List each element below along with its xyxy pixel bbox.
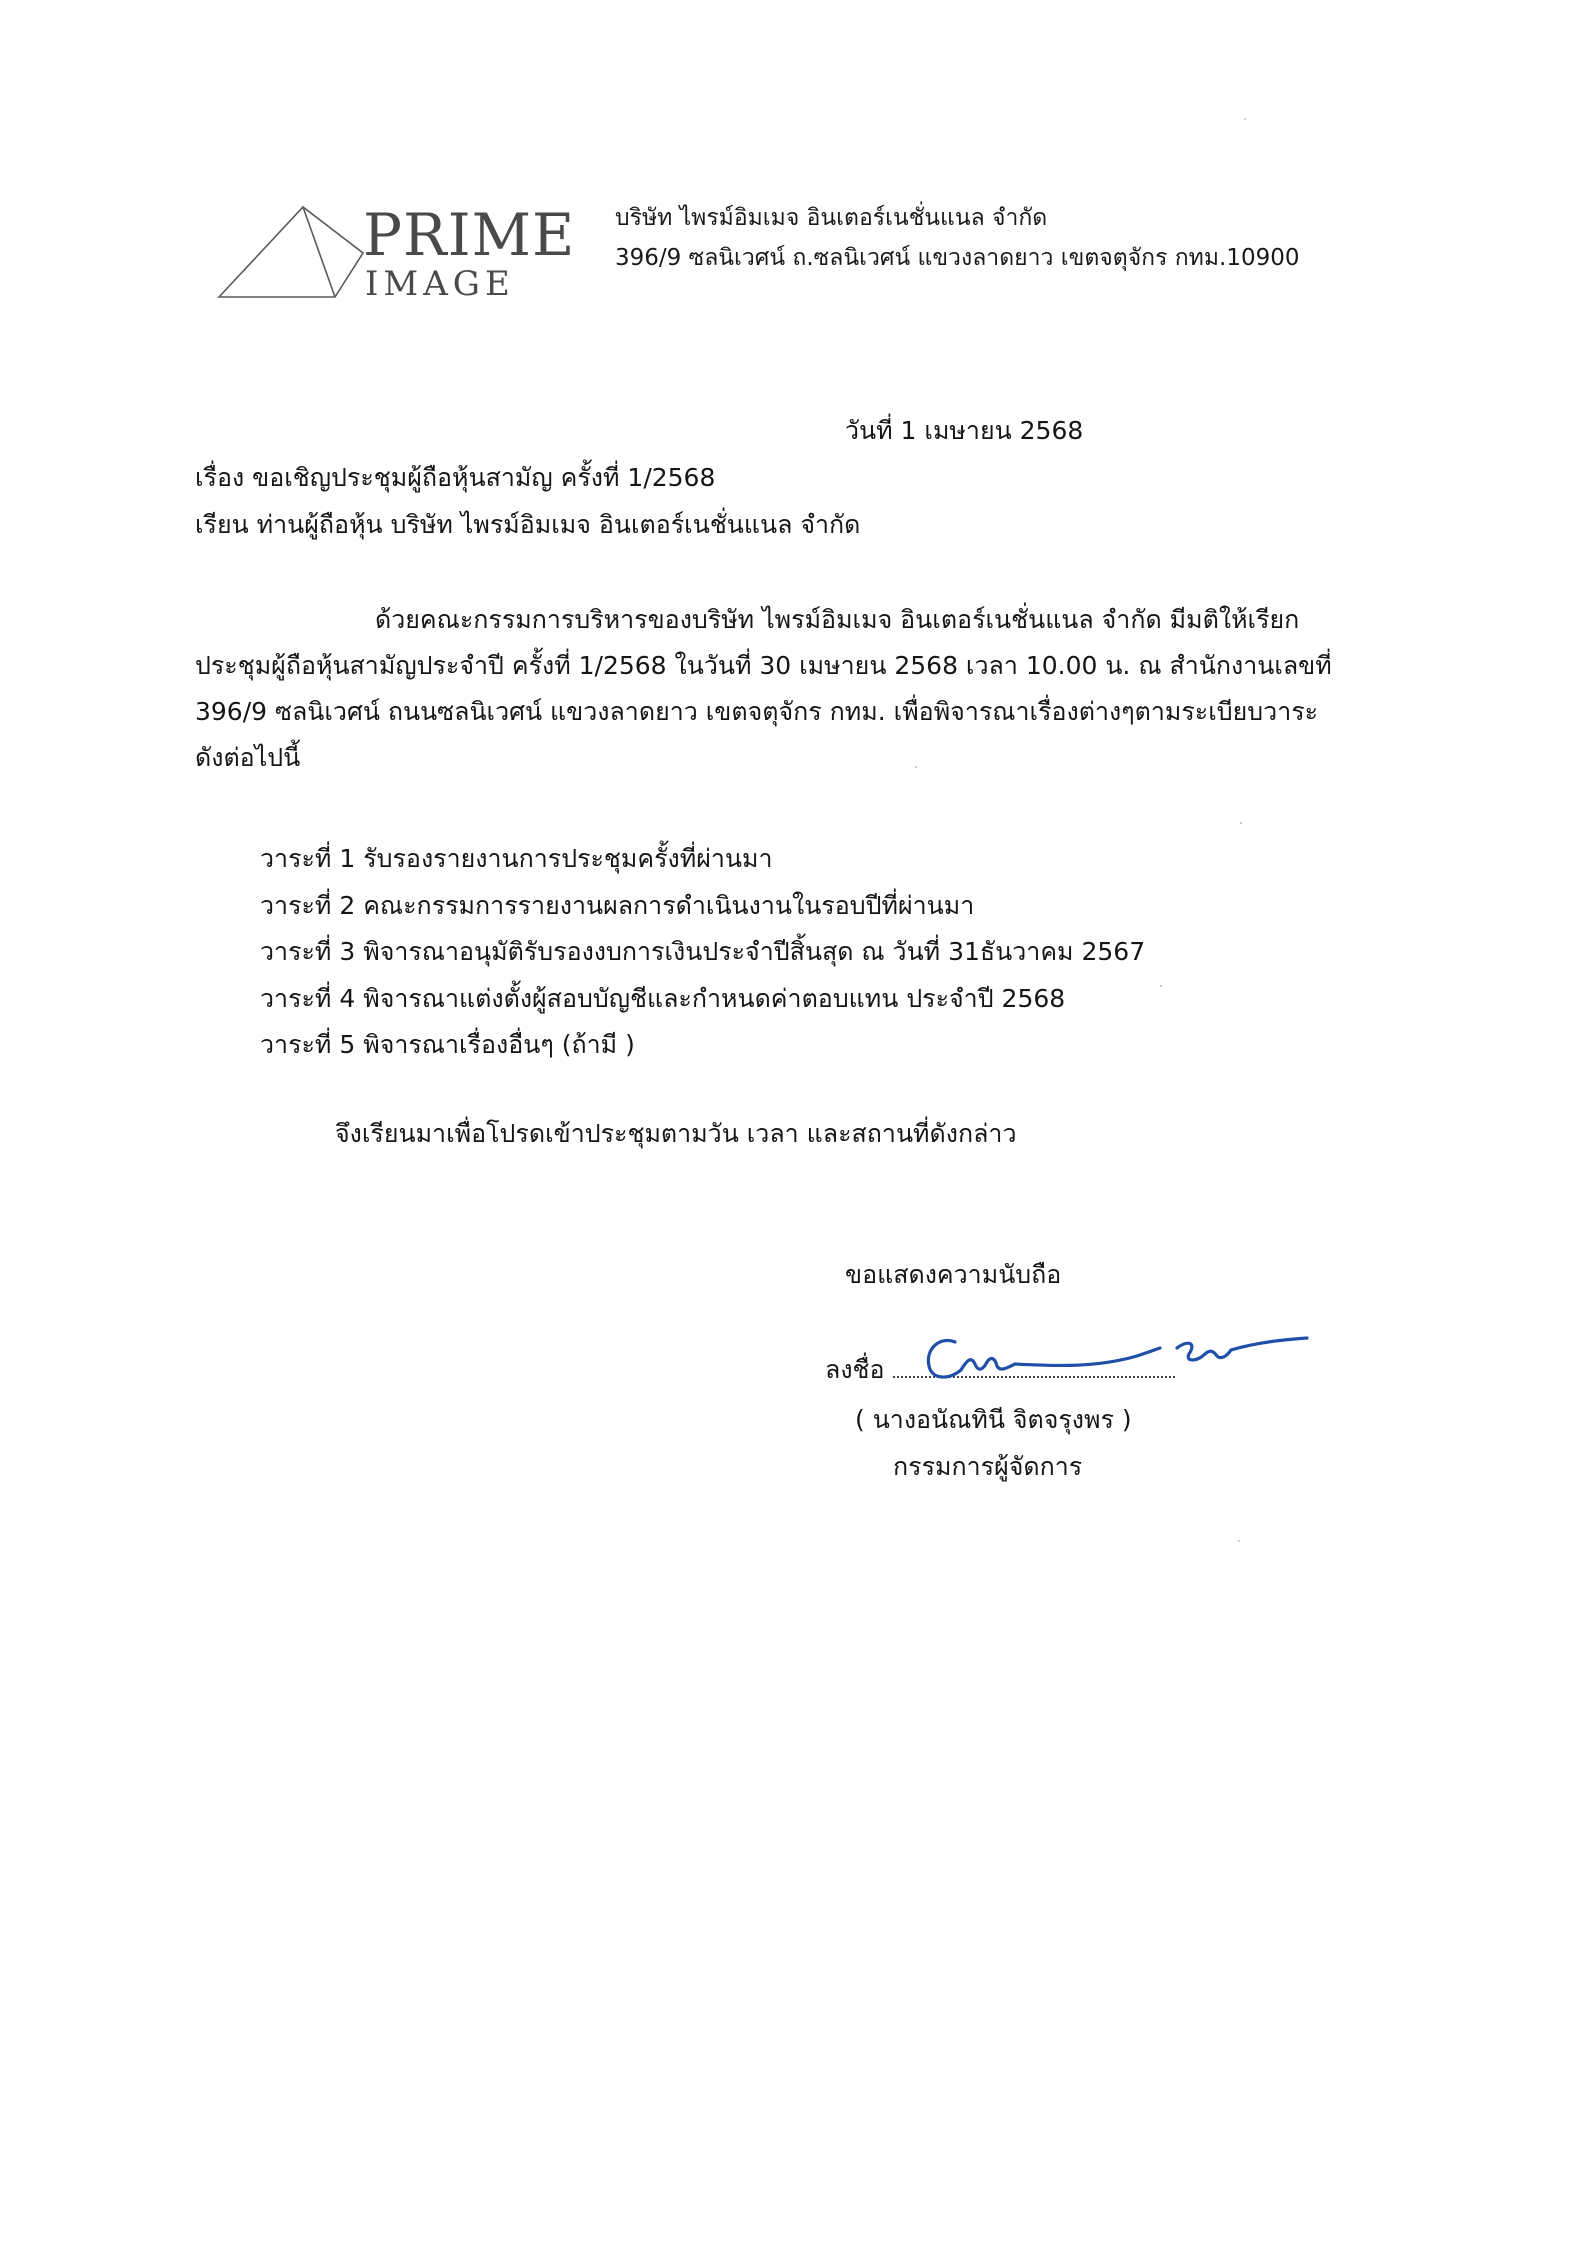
- scan-speck: [1160, 985, 1162, 987]
- regards: ขอแสดงความนับถือ: [845, 1260, 1062, 1289]
- scan-speck: [1244, 118, 1246, 120]
- agenda-item: วาระที่ 3 พิจารณาอนุมัติรับรองงบการเงินประจำปีสิ้นสุด ณ วันที่ 31ธันวาคม 2567: [260, 937, 1146, 966]
- signer-position: กรรมการผู้จัดการ: [893, 1452, 1083, 1481]
- body-line: 396/9 ซลนิเวศน์ ถนนซลนิเวศน์ แขวงลาดยาว เขตจตุจักร กทม. เพื่อพิจารณาเรื่องต่างๆตามระเบียบวาระ: [195, 697, 1319, 726]
- logo-word-image: IMAGE: [365, 264, 515, 304]
- letter-recipient: เรียน ท่านผู้ถือหุ้น บริษัท ไพรม์อิมเมจ อินเตอร์เนชั่นแนล จำกัด: [195, 510, 861, 539]
- scan-speck: [915, 766, 917, 768]
- agenda-item: วาระที่ 4 พิจารณาแต่งตั้งผู้สอบบัญชีและกำหนดค่าตอบแทน ประจำปี 2568: [260, 983, 1066, 1013]
- agenda-item: วาระที่ 5 พิจารณาเรื่องอื่นๆ (ถ้ามี ): [260, 1030, 635, 1059]
- scan-speck: [1238, 1540, 1240, 1542]
- body-line: ด้วยคณะกรรมการบริหารของบริษัท ไพรม์อิมเมจ อินเตอร์เนชั่นแนล จำกัด มีมติให้เรียก: [375, 605, 1300, 634]
- agenda-list: [260, 836, 1145, 1069]
- company-name: บริษัท ไพรม์อิมเมจ อินเตอร์เนชั่นแนล จำกัด: [615, 205, 1048, 231]
- signer-name: ( นางอนัณทินี จิตจรุงพร ): [855, 1405, 1132, 1434]
- letter-date: วันที่ 1 เมษายน 2568: [845, 416, 1084, 445]
- logo-word-prime: PRIME: [363, 201, 575, 269]
- closing-sentence: จึงเรียนมาเพื่อโปรดเข้าประชุมตามวัน เวลา และสถานที่ดังกล่าว: [335, 1119, 1017, 1148]
- letter-subject: เรื่อง ขอเชิญประชุมผู้ถือหุ้นสามัญ ครั้งที่ 1/2568: [195, 463, 716, 492]
- company-address: 396/9 ซลนิเวศน์ ถ.ซลนิเวศน์ แขวงลาดยาว เขตจตุจักร กทม.10900: [615, 245, 1300, 271]
- scan-speck: [1240, 822, 1242, 824]
- agenda-item: วาระที่ 1 รับรองรายงานการประชุมครั้งที่ผ่านมา: [260, 844, 773, 873]
- handwritten-signature: [905, 1300, 1325, 1400]
- agenda-item: วาระที่ 2 คณะกรรมการรายงานผลการดำเนินงานในรอบปีที่ผ่านมา: [260, 890, 975, 920]
- sign-label: ลงชื่อ: [825, 1355, 885, 1384]
- body-line: ดังต่อไปนี้: [195, 743, 301, 772]
- signature-icon: [905, 1300, 1325, 1400]
- prime-image-logo-icon: [215, 195, 575, 305]
- body-line: ประชุมผู้ถือหุ้นสามัญประจำปี ครั้งที่ 1/2568 ในวันที่ 30 เมษายน 2568 เวลา 10.00 น. ณ สำนักงานเลขที่: [195, 651, 1332, 680]
- body-paragraph: [195, 597, 1360, 781]
- company-info: [615, 198, 1300, 278]
- company-logo: [215, 195, 575, 305]
